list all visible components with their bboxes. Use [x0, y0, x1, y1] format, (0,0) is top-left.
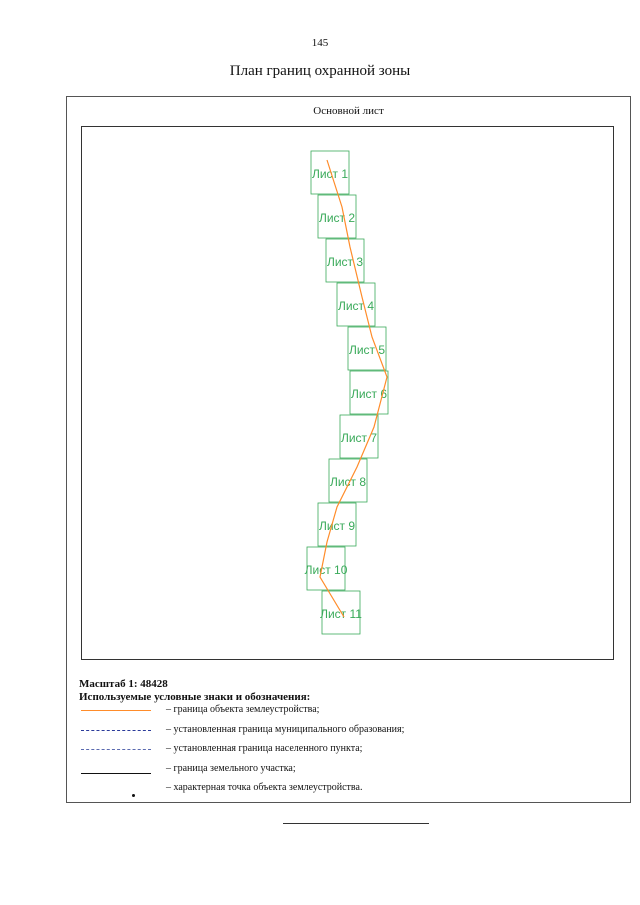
blue-dashdot-swatch: [81, 730, 151, 731]
sheet-tile-label: Лист 5: [348, 343, 386, 357]
point-swatch: [132, 794, 135, 797]
map-canvas: [82, 127, 613, 659]
sheet-label: Основной лист: [313, 105, 384, 117]
sheet-tile-label: Лист 9: [318, 519, 356, 533]
page-number: 145: [311, 37, 329, 49]
sheet-tile-label: Лист 8: [329, 475, 367, 489]
legend-text: – установленная граница населенного пункта;: [166, 743, 363, 754]
legend-text: – установленная граница муниципального образования;: [166, 724, 405, 735]
legend-title: Используемые условные знаки и обозначения:: [79, 691, 311, 703]
legend-item-settlement-boundary: [81, 743, 601, 757]
legend-text: – граница земельного участка;: [166, 763, 296, 774]
sheet-tile-label: Лист 7: [340, 431, 378, 445]
sheet-tile-label: Лист 10: [304, 563, 348, 577]
sheet-tile-label: Лист 2: [318, 211, 356, 225]
legend-item-boundary-object: [81, 704, 601, 718]
sheet-tile-label: Лист 4: [337, 299, 375, 313]
legend-item-municipal-boundary: [81, 724, 601, 738]
page-title: План границ охранной зоны: [229, 63, 411, 79]
legend-text: – характерная точка объекта землеустройства.: [166, 782, 363, 793]
legend-text: – граница объекта землеустройства;: [166, 704, 320, 715]
plan-frame: [66, 96, 631, 803]
legend-item-land-plot-boundary: [81, 763, 601, 777]
sheet-tile-label: Лист 11: [320, 607, 362, 621]
blue-dashdot-light-swatch: [81, 749, 151, 750]
map-area: [81, 126, 614, 660]
orange-line-swatch: [81, 710, 151, 711]
sheet-tile-label: Лист 3: [326, 255, 364, 269]
sheet-tile-label: Лист 1: [311, 167, 349, 181]
sheet-tile-label: Лист 6: [350, 387, 388, 401]
black-line-swatch: [81, 773, 151, 774]
footer-rule: [283, 823, 429, 824]
scale-label: Масштаб 1: 48428: [79, 678, 168, 690]
legend-item-characteristic-point: [81, 782, 601, 796]
